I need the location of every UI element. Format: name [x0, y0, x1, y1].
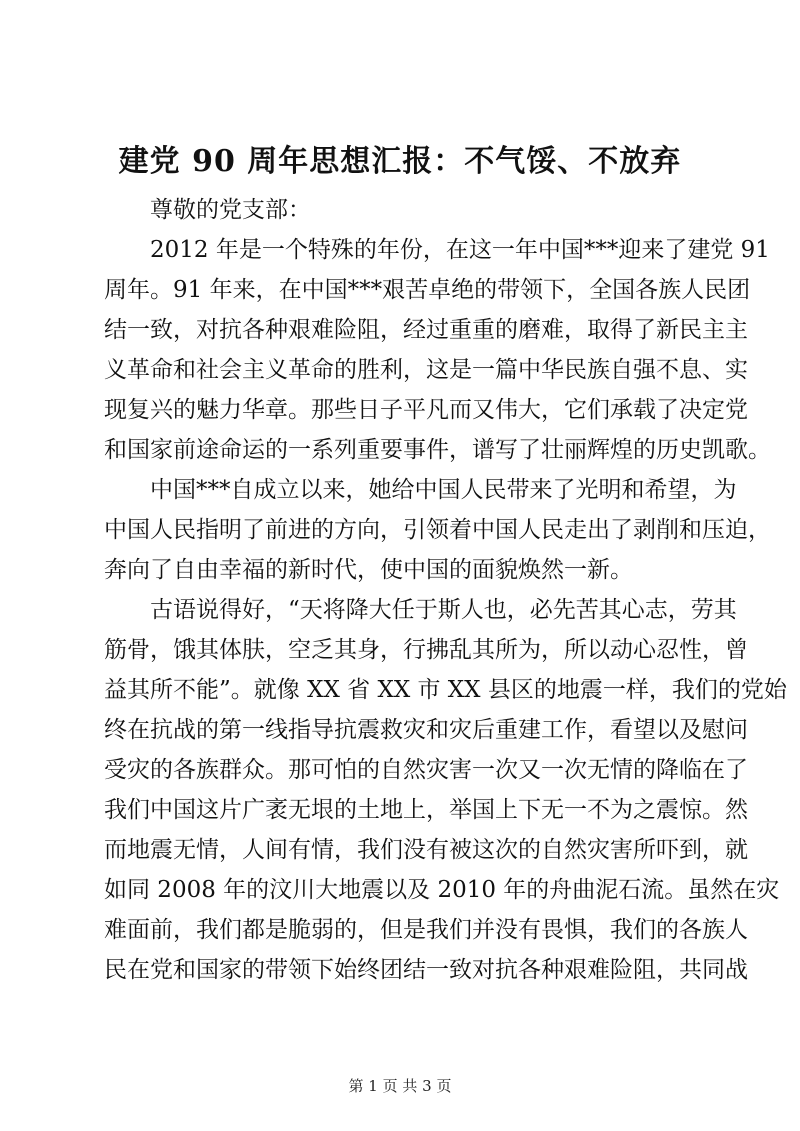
- paragraph-line: 现复兴的魅力华章。那些日子平凡而又伟大，它们承载了决定党: [104, 397, 748, 423]
- paragraph-line: 2012 年是一个特殊的年份，在这一年中国***迎来了建党 91: [150, 237, 770, 263]
- paragraph-line: 和国家前途命运的一系列重要事件，谱写了壮丽辉煌的历史凯歌。: [104, 437, 771, 463]
- paragraph-line: 受灾的各族群众。那可怕的自然灾害一次又一次无情的降临在了: [104, 757, 748, 783]
- paragraph-line: 中国***自成立以来，她给中国人民带来了光明和希望，为: [150, 477, 737, 503]
- paragraph-line: 民在党和国家的带领下始终团结一致对抗各种艰难险阻，共同战: [104, 957, 748, 983]
- paragraph-line: 结一致，对抗各种艰难险阻，经过重重的磨难，取得了新民主主: [104, 317, 748, 343]
- document-body: [104, 190, 787, 990]
- paragraph-line: 终在抗战的第一线指导抗震救灾和灾后重建工作，看望以及慰问: [104, 717, 748, 743]
- paragraph-line: 筋骨，饿其体肤，空乏其身，行拂乱其所为，所以动心忍性，曾: [104, 637, 748, 663]
- paragraph-line: 而地震无情，人间有情，我们没有被这次的自然灾害所吓到，就: [104, 837, 748, 863]
- paragraph-line: 义革命和社会主义革命的胜利，这是一篇中华民族自强不息、实: [104, 357, 748, 383]
- paragraph-line: 中国人民指明了前进的方向，引领着中国人民走出了剥削和压迫，: [104, 517, 771, 543]
- paragraph-line: 古语说得好，“天将降大任于斯人也，必先苦其心志，劳其: [150, 597, 737, 623]
- paragraph-line: 周年。91 年来，在中国***艰苦卓绝的带领下，全国各族人民团: [104, 277, 751, 303]
- paragraph-3: [104, 590, 787, 990]
- salutation: 尊敬的党支部：: [150, 197, 311, 223]
- paragraph-2: [104, 470, 771, 590]
- document-title: 建党 90 周年思想汇报：不气馁、不放弃: [118, 144, 682, 179]
- paragraph-line: 如同 2008 年的汶川大地震以及 2010 年的舟曲泥石流。虽然在灾: [104, 877, 780, 903]
- paragraph-line: 难面前，我们都是脆弱的，但是我们并没有畏惧，我们的各族人: [104, 917, 748, 943]
- paragraph-line: 我们中国这片广袤无垠的土地上，举国上下无一不为之震惊。然: [104, 797, 748, 823]
- paragraph-line: 益其所不能”。就像 XX 省 XX 市 XX 县区的地震一样，我们的党始: [104, 677, 787, 703]
- page-footer: 第 1 页 共 3 页: [348, 1077, 452, 1095]
- paragraph-1: [104, 230, 771, 470]
- paragraph-line: 奔向了自由幸福的新时代，使中国的面貌焕然一新。: [104, 557, 633, 583]
